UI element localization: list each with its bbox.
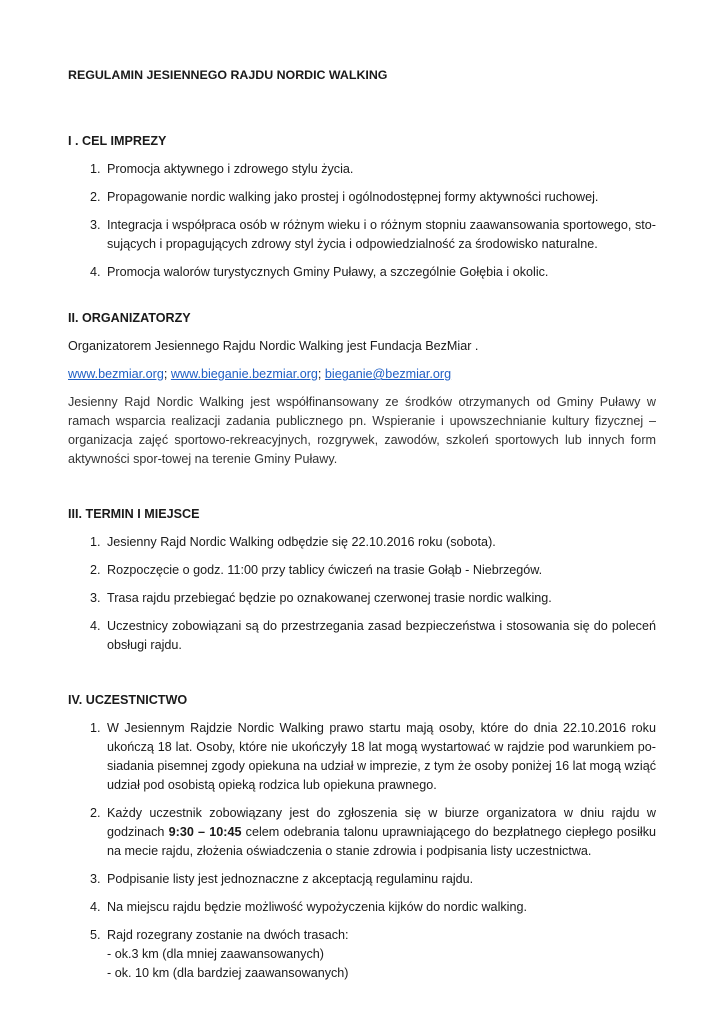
list-item: 2. Każdy uczestnik zobowiązany jest do zgłoszenia się w biurze organizatora w dniu rajdu w godzinach 9:30 – 10:45 celem odebrania talonu uprawniającego do bezpłatnego ciepłego posiłku na mecie rajdu, złożenia oświadczenia o stanie zdrowia i podpisania listy uczestnictwa. xyxy=(90,806,657,858)
document-title: REGULAMIN JESIENNEGO RAJDU NORDIC WALKING xyxy=(68,68,388,82)
list-item: 3. Trasa rajdu przebiegać będzie po oznakowanej czerwonej trasie nordic walking. xyxy=(90,591,552,605)
link-bezmiar[interactable]: www.bezmiar.org xyxy=(68,367,164,381)
list-item: 3. Podpisanie listy jest jednoznaczne z akceptacją regulaminu rajdu. xyxy=(90,872,474,886)
list-item: 3. Integracja i współpraca osób w różnym wieku i o różnym stopniu zaawansowania sportowego, sto-sujących i propagujących zdrowy styl życia i odpowiedzialność za środowisko naturalne. xyxy=(90,218,656,251)
section-heading-termin: III. TERMIN I MIEJSCE xyxy=(68,507,200,521)
list-item: 4. Uczestnicy zobowiązani są do przestrzegania zasad bezpieczeństwa i stosowania się do poleceń obsługi rajdu. xyxy=(90,619,656,652)
document-page xyxy=(68,66,656,992)
route-short: - ok.3 km (dla mniej zaawansowanych) xyxy=(107,947,324,961)
link-bieganie[interactable]: www.bieganie.bezmiar.org xyxy=(170,367,318,381)
list-item: 2. Rozpoczęcie o godz. 11:00 przy tablicy ćwiczeń na trasie Gołąb - Niebrzegów. xyxy=(90,563,543,577)
list-item: 5. Rajd rozegrany zostanie na dwóch trasach: - ok.3 km (dla mniej zaawansowanych) - ok. 10 km (dla bardziej zaawansowanych) xyxy=(68,926,656,983)
list-item: 2. Propagowanie nordic walking jako prostej i ogólnodostępnej formy aktywności ruchowej. xyxy=(90,190,599,204)
list-item: 1. Promocja aktywnego i zdrowego stylu życia. xyxy=(90,162,354,176)
organizer-text: Organizatorem Jesiennego Rajdu Nordic Walking jest Fundacja BezMiar . xyxy=(68,339,479,353)
section-heading-organizatorzy: II. ORGANIZATORZY xyxy=(68,311,191,325)
list-item: 1. W Jesiennym Rajdzie Nordic Walking prawo startu mają osoby, które do dnia 22.10.2016 roku ukończą 18 lat. Osoby, które nie ukończyły 18 lat mogą wystartować w rajdzie pod warunkiem po-siadania pisemnej zgody opiekuna na udział w imprezie, z tym że osoby poniżej 16 lat mogą wziąć udział pod osobistą opieką rodzica lub opiekuna prawnego. xyxy=(90,721,656,792)
section-heading-cel: I . CEL IMPREZY xyxy=(68,134,167,148)
goals-list xyxy=(68,160,656,282)
links-line: www.bezmiar.org; www.bieganie.bezmiar.org; bieganie@bezmiar.org xyxy=(68,367,452,381)
funding-text: Jesienny Rajd Nordic Walking jest współfinansowany ze środków otrzymanych od Gminy Puławy w ramach wsparcia realizacji zadania publicznego pn. Wspieranie i upowszechnianie kultury fizycznej – organizacja zajęć sportowo-rekreacyjnych, rozgrywek, zawodów, szkoleń sportowych lub innych form aktywności spor-towej na terenie Gminy Puławy. xyxy=(68,395,656,466)
list-item: 4. Promocja walorów turystycznych Gminy Puławy, a szczególnie Gołębia i okolic. xyxy=(90,265,549,279)
route-long: - ok. 10 km (dla bardziej zaawansowanych) xyxy=(107,966,349,980)
list-item: 4. Na miejscu rajdu będzie możliwość wypożyczenia kijków do nordic walking. xyxy=(90,900,527,914)
section-heading-uczestnictwo: IV. UCZESTNICTWO xyxy=(68,693,188,707)
participation-list xyxy=(68,719,656,983)
link-email[interactable]: bieganie@bezmiar.org xyxy=(324,367,452,381)
list-item: 1. Jesienny Rajd Nordic Walking odbędzie się 22.10.2016 roku (sobota). xyxy=(90,535,496,549)
office-hours: 9:30 – 10:45 xyxy=(168,825,242,839)
date-place-list xyxy=(68,533,656,655)
